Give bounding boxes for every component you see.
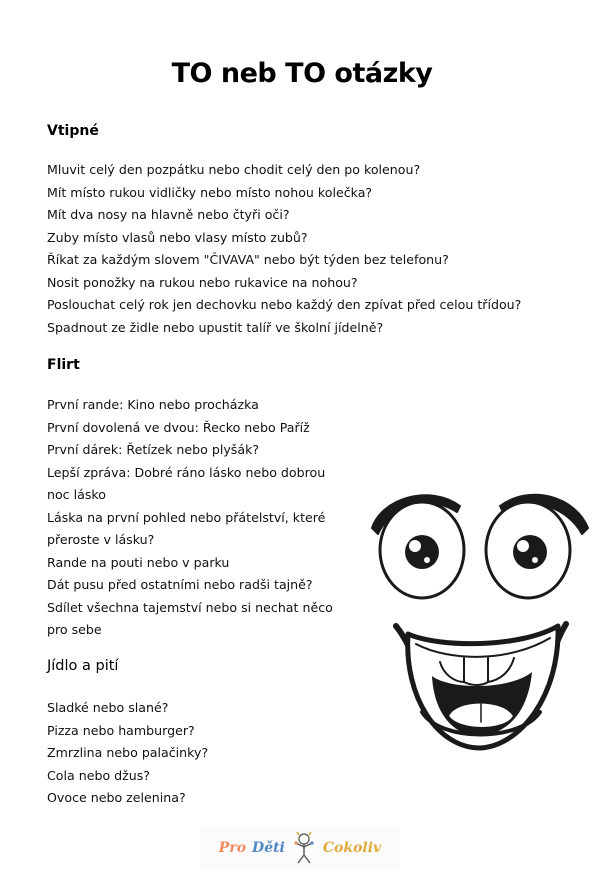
list-item: Říkat za každým slovem "ČIVAVA" nebo být týden bez telefonu?: [47, 252, 449, 267]
list-item: Nosit ponožky na rukou nebo rukavice na nohou?: [47, 274, 358, 290]
list-item: Cola nebo džus?: [47, 767, 150, 783]
list-item: Ovoce nebo zelenina?: [47, 790, 186, 805]
list-item: První dárek: Řetízek nebo plyšák?: [47, 442, 260, 457]
question-list-funny: [47, 159, 587, 339]
list-item: Láska na první pohled nebo přátelství, které přeroste v lásku?: [47, 509, 326, 547]
list-item: Rande na pouti nebo v parku: [47, 554, 230, 570]
page-title: TO neb TO otázky: [171, 58, 433, 89]
section-heading-flirt: Flirt: [47, 357, 80, 373]
list-item: Mít místo rukou vidličky nebo místo nohou kolečka?: [47, 184, 373, 200]
logo-word-cokoliv: Cokoliv: [322, 840, 382, 856]
list-item: Zuby místo vlasů nebo vlasy místo zubů?: [47, 229, 308, 245]
question-list-flirt: [47, 394, 347, 642]
list-item: Mluvit celý den pozpátku nebo chodit celý den po kolenou?: [47, 162, 421, 177]
section-heading-food: Jídlo a pití: [47, 658, 119, 674]
list-item: Sladké nebo slané?: [47, 700, 169, 715]
list-item: Zmrzlina nebo palačinky?: [47, 745, 209, 760]
section-heading-funny: Vtipné: [47, 123, 99, 139]
list-item: Pizza nebo hamburger?: [47, 722, 195, 738]
list-item: První dovolená ve dvou: Řecko nebo Paříž: [47, 419, 310, 435]
list-item: Spadnout ze židle nebo upustit talíř ve školní jídelně?: [47, 319, 384, 335]
list-item: Sdílet všechna tajemství nebo si nechat něco pro sebe: [47, 599, 333, 637]
list-item: První rande: Kino nebo procházka: [47, 397, 259, 412]
list-item: Poslouchat celý rok jen dechovku nebo každý den zpívat před celou třídou?: [47, 297, 522, 312]
question-list-food: [47, 697, 347, 810]
laughing-face-illustration-icon: [360, 476, 600, 796]
logo-word-deti: Děti: [252, 840, 285, 856]
list-item: Dát pusu před ostatními nebo radši tajně?: [47, 577, 313, 592]
footer-logo: [200, 826, 400, 870]
logo-word-pro: Pro: [218, 840, 247, 856]
list-item: Mít dva nosy na hlavně nebo čtyři oči?: [47, 207, 290, 222]
child-figure-icon: [291, 831, 317, 865]
list-item: Lepší zpráva: Dobré ráno lásko nebo dobrou noc lásko: [47, 464, 326, 502]
